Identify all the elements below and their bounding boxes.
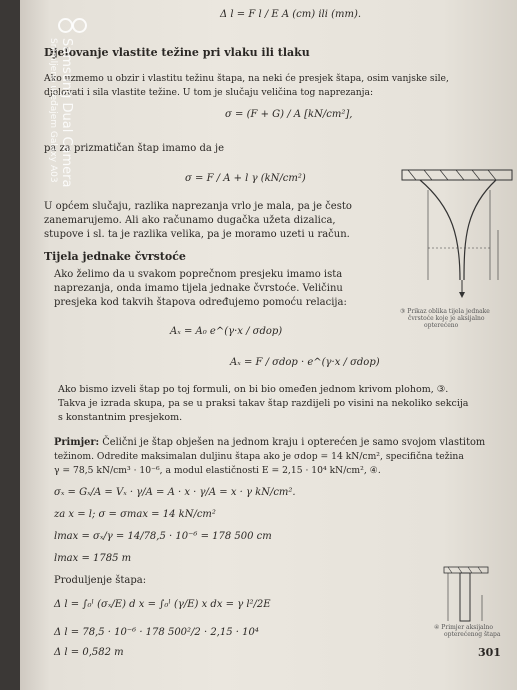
equal-strength-body-figure	[398, 168, 517, 308]
paragraph-line: Ako želimo da u svakom poprečnom presjeku imamo ista	[54, 269, 343, 280]
camera-watermark	[44, 8, 84, 258]
paragraph-line: U općem slučaju, razlika naprezanja vrlo je mala, pa je često	[44, 201, 352, 212]
example-paragraph	[54, 436, 485, 449]
calc-line: σₓ = Gₓ/A = Vₓ · γ/A = A · x · γ/A = x · γ kN/cm².	[54, 487, 296, 498]
calc-line: Δ l = 0,582 m	[54, 647, 124, 658]
figure-caption: ③ Prikaz oblika tijela jednake	[400, 308, 490, 315]
formula-stress-with-weight: σ = (F + G) / A [kN/cm²],	[225, 109, 353, 120]
calc-line: Δ l = ∫₀ˡ (σₓ/E) d x = ∫₀ˡ (γ/E) x dx = γ l²/2E	[54, 599, 271, 610]
paragraph-line: stupove i sl. ta je razlika velika, pa je moramo uzeti u račun.	[44, 229, 350, 240]
figure-caption: opterećeno	[424, 322, 459, 329]
calc-line: lmax = σₓ/γ = 14/78,5 · 10⁻⁶ = 178 500 cm	[54, 531, 272, 542]
figure-caption: ④ Primjer aksijalno	[434, 624, 494, 631]
axially-loaded-bar-figure	[438, 565, 498, 623]
paragraph-line: djelovati i sila vlastite težine. U tom je slučaju veličina tog naprezanja:	[44, 87, 374, 98]
formula-prismatic-bar: σ = F / A + l γ (kN/cm²)	[185, 173, 306, 184]
paragraph-line: težinom. Odredite maksimalan duljinu štapa ako je σdop = 14 kN/cm², specifična težina	[54, 451, 464, 462]
paragraph-line: zanemarujemo. Ali ako računamo dugačka užeta dizalica,	[44, 215, 336, 226]
calc-line: lmax = 1785 m	[54, 553, 132, 564]
top-formula: Δ l = F l / E A (cm) ili (mm).	[220, 9, 362, 20]
paragraph-line: s konstantnim presjekom.	[58, 412, 183, 423]
section-heading-equal-strength: Tijela jednake čvrstoće	[44, 250, 186, 263]
watermark-device: Snimljeno uređajem Galaxy A03	[48, 38, 58, 183]
paragraph-line: Ako uzmemo u obzir i vlastitu težinu štapa, na neki će presjek štapa, osim vanjske sile,	[44, 73, 449, 84]
paragraph-line: Takva je izrada skupa, pa se u praksi takav štap razdijeli po visini na nekoliko sekcija	[58, 398, 469, 409]
calc-line: Δ l = 78,5 · 10⁻⁶ · 178 500²/2 · 2,15 · 10⁴	[54, 627, 259, 638]
paragraph-line: presjeka kod takvih štapova određujemo pomoću relacija:	[54, 297, 347, 308]
paragraph-line: Ako bismo izveli štap po toj formuli, on bi bio omeđen jednom krivom plohom, ③.	[58, 384, 449, 395]
page-number: 301	[478, 646, 501, 659]
figure-caption: opterećenog štapa	[444, 631, 501, 638]
dual-camera-icon	[58, 18, 86, 32]
calc-line: za x = l; σ = σmax = 14 kN/cm²	[54, 509, 216, 520]
paragraph-line: γ = 78,5 kN/cm³ · 10⁻⁶, a modul elastičnosti E = 2,15 · 10⁴ kN/cm², ④.	[54, 465, 381, 476]
example-label: Primjer:	[54, 437, 100, 448]
section-heading-self-weight: Djelovanje vlastite težine pri vlaku ili tlaku	[44, 46, 310, 59]
figure-caption: čvrstoće koje je aksijalno	[408, 315, 485, 322]
watermark-brand: Samsung Dual Camera	[59, 38, 74, 188]
paragraph-line: pa za prizmatičan štap imamo da je	[44, 143, 225, 154]
elongation-heading: Produljenje štapa:	[54, 575, 147, 586]
paragraph-line: naprezanja, onda imamo tijela jednake čvrstoće. Veličinu	[54, 283, 343, 294]
formula-area-with-force: Aₓ = F / σdop · e^(γ·x / σdop)	[230, 357, 380, 368]
formula-area-equal-strength: Aₓ = A₀ e^(γ·x / σdop)	[170, 326, 283, 337]
book-page	[20, 0, 517, 690]
paragraph-line: Čelični je štap obješen na jednom kraju i opterećen je samo svojom vlastitom	[102, 437, 486, 448]
